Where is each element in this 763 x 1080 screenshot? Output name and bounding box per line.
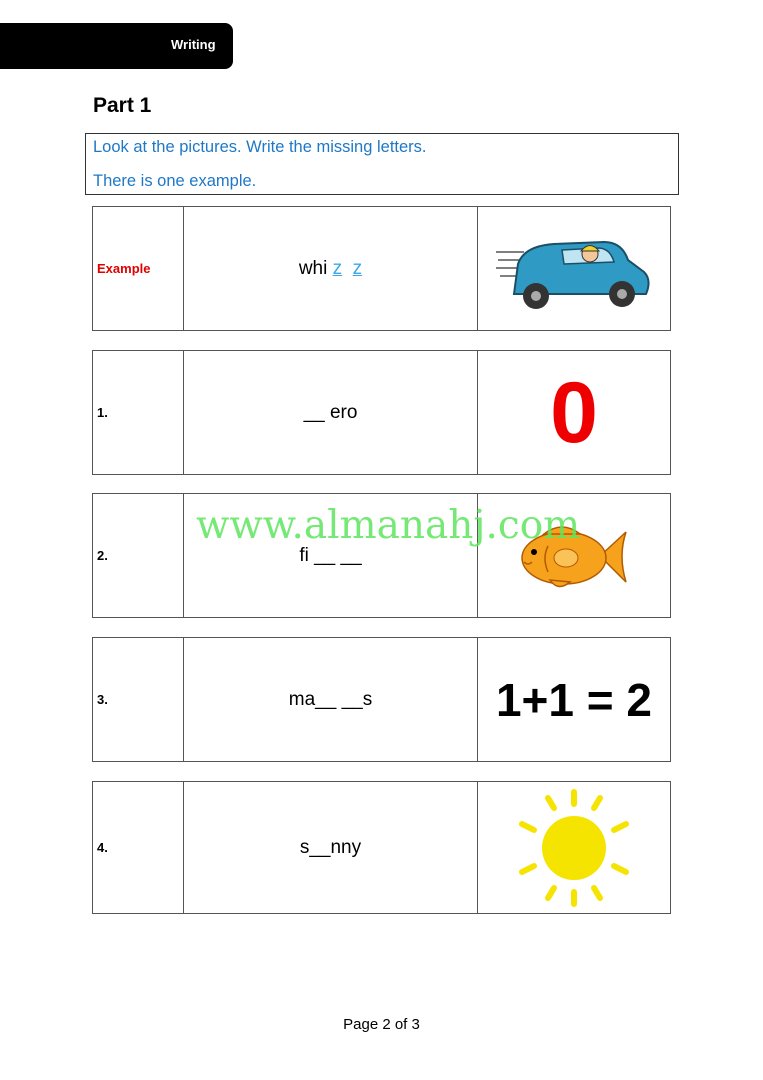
answer-letter: z [352, 257, 363, 279]
sun-picture [478, 782, 670, 913]
answer-letter: z [332, 257, 343, 279]
sum-picture [478, 638, 670, 761]
zero-digit: 0 [550, 364, 598, 461]
car-icon [494, 224, 654, 314]
instructions-box [85, 133, 679, 195]
question-row-3 [92, 637, 671, 762]
question-row-1 [92, 350, 671, 475]
zero-picture [478, 351, 670, 474]
question-word: fi __ __ [184, 494, 478, 617]
row-label: 3. [93, 638, 184, 761]
instruction-line-1: Look at the pictures. Write the missing letters. [93, 138, 427, 156]
example-row [92, 206, 671, 331]
question-row-4 [92, 781, 671, 914]
question-word: ma__ __s [184, 638, 478, 761]
word-prefix: whi [298, 257, 328, 279]
row-label: 2. [93, 494, 184, 617]
sum-text: 1+1 = 2 [495, 673, 653, 726]
watermark: www.almanahj.com [196, 503, 581, 548]
car-picture [478, 207, 670, 330]
page-footer: Page 2 of 3 [343, 1016, 420, 1033]
sun-icon [514, 788, 634, 908]
section-tab [0, 23, 233, 69]
question-word: __ ero [184, 351, 478, 474]
example-word [184, 207, 478, 330]
part-title: Part 1 [93, 94, 152, 117]
row-label: 4. [93, 782, 184, 913]
row-label: Example [93, 207, 184, 330]
instruction-line-2: There is one example. [93, 172, 257, 190]
row-label: 1. [93, 351, 184, 474]
question-word: s__nny [184, 782, 478, 913]
section-tab-label: Writing [171, 37, 216, 52]
